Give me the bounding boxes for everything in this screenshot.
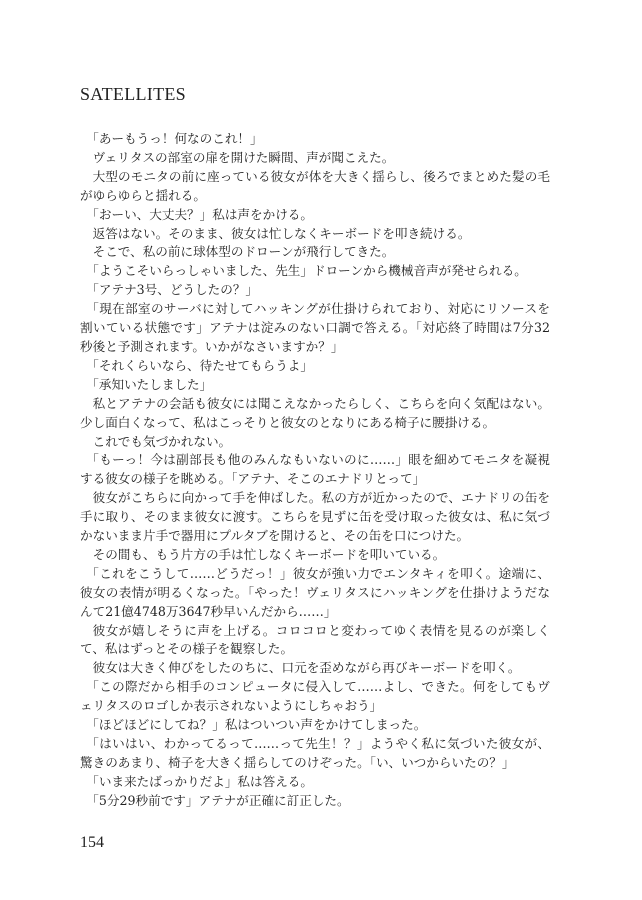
paragraph: 「はいはい、わかってるって……って先生！？」ようやく私に気づいた彼女が、驚きのあまり、椅子を大きく揺らしてのけぞった。「い、いつからいたの？」: [80, 736, 551, 770]
paragraph: 私とアテナの会話も彼女には聞こえなかったらしく、こちらを向く気配はない。少し面白くなって、私はこっそりと彼女のとなりにある椅子に腰掛ける。: [80, 395, 550, 430]
paragraph: 返答はない。そのまま、彼女は忙しなくキーボードを叩き続ける。: [92, 225, 471, 241]
paragraph: ヴェリタスの部室の扉を開けた瞬間、声が聞こえた。: [92, 149, 395, 165]
paragraph: 彼女が嬉しそうに声を上げる。コロコロと変わってゆく表情を見るのが楽しくて、私はずっとその様子を観察した。: [80, 622, 550, 657]
paragraph: 彼女がこちらに向かって手を伸ばした。私の方が近かったので、エナドリの缶を手に取り、そのまま彼女に渡す。こちらを見ずに缶を受け取った彼女は、私に気づかないまま片手で器用にプルタブを開けると、その缶を口につけた。: [80, 490, 550, 544]
paragraph: 「これをこうして……どうだっ！」彼女が強い力でエンタキィを叩く。途端に、彼女の表情が明るくなった。「やった！ヴェリタスにハッキングを仕掛けようだなんて21億4748万3647秒早いんだから……」: [80, 565, 550, 619]
body-text: [80, 130, 550, 811]
paragraph: 大型のモニタの前に座っている彼女が体を大きく揺らし、後ろでまとめた髪の毛がゆらゆらと揺れる。: [80, 168, 550, 203]
paragraph: 「おーい、大丈夫？」私は声をかける。: [86, 206, 313, 222]
running-header: SATELLITES: [80, 84, 186, 104]
paragraph: 「現在部室のサーバに対してハッキングが仕掛けられており、対応にリソースを割いている状態です」アテナは淀みのない口調で答える。「対応終了時間は7分32秒後と予測されます。いかがなさいますか？」: [80, 301, 550, 354]
paragraph: 「もーっ！今は副部長も他のみんなもいないのに……」眼を細めてモニタを凝視する彼女の様子を眺める。「アテナ、そこのエナドリとって」: [80, 452, 550, 487]
paragraph: 「この際だから相手のコンピュータに侵入して……よし、できた。何をしてもヴェリタスのロゴしか表示されないようにしちゃおう」: [80, 679, 551, 714]
paragraph: 「それくらいなら、待たせてもらうよ」: [86, 357, 313, 373]
paragraph: 「5分29秒前です」アテナが正確に訂正した。: [86, 792, 350, 808]
paragraph: 「アテナ3号、どうしたの？」: [86, 282, 259, 298]
paragraph: 「あーもうっ！何なのこれ！」: [86, 131, 263, 146]
paragraph: その間も、もう片方の手は忙しなくキーボードを叩いている。: [92, 546, 446, 562]
paragraph: 「ほどほどにしてね？」私はついつい声をかけてしまった。: [86, 717, 427, 733]
paragraph: 彼女は大きく伸びをしたのちに、口元を歪めながら再びキーボードを叩く。: [92, 660, 521, 676]
paragraph: 「承知いたしました」: [86, 376, 213, 392]
paragraph: 「ようこそいらっしゃいました、先生」ドローンから機械音声が発せられる。: [86, 263, 527, 279]
paragraph: これでも気づかれない。: [92, 433, 232, 449]
paragraph: そこで、私の前に球体型のドローンが飛行してきた。: [92, 244, 395, 260]
paragraph: 「いま来たばっかりだよ」私は答える。: [86, 773, 313, 789]
page-number: 154: [80, 834, 104, 851]
